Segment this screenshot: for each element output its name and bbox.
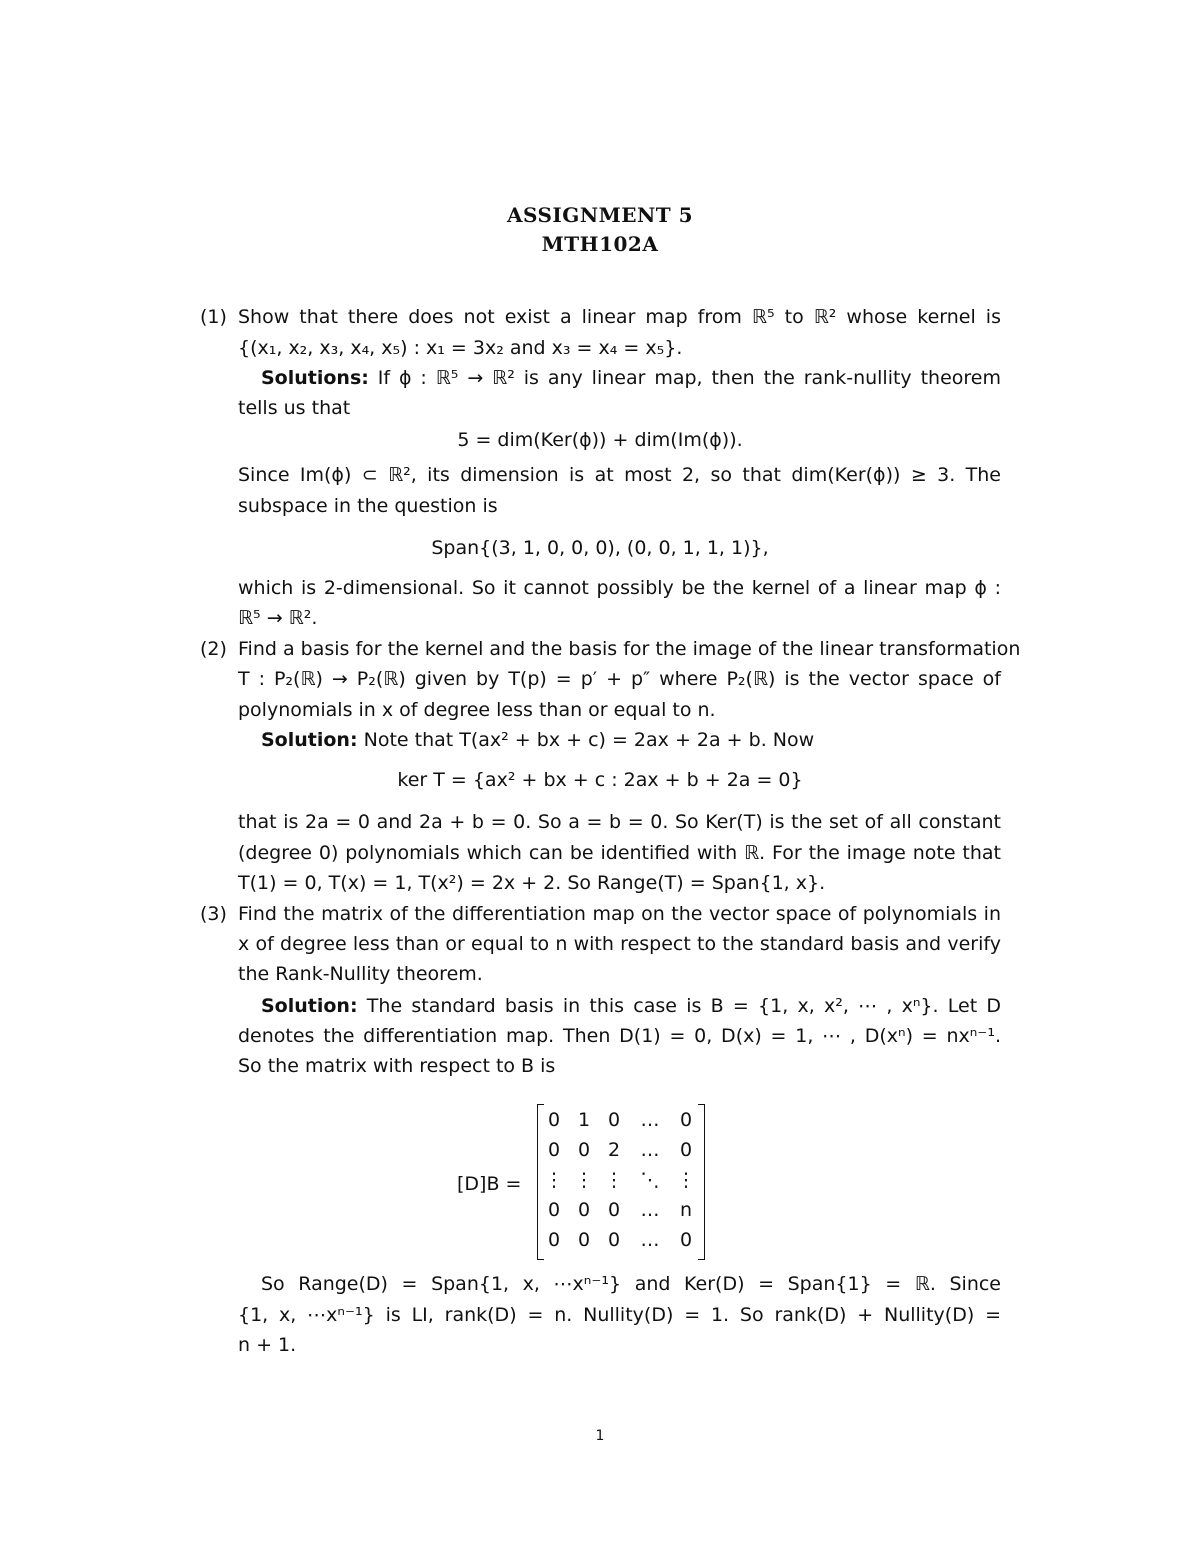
matrix-cell: …: [640, 1109, 660, 1131]
matrix-cell: n: [679, 1199, 693, 1221]
q3-number: (3): [200, 903, 227, 925]
matrix-label: [D]B =: [457, 1173, 522, 1195]
q3-solution-line: [261, 994, 1001, 1018]
q2-equation-1: ker T = {ax² + bx + c : 2ax + b + 2a = 0}: [397, 769, 803, 791]
q3-line-8: {1, x, ⋯xⁿ⁻¹} is LI, rank(D) = n. Nullity(D) = 1. So rank(D) + Nullity(D) =: [238, 1304, 1001, 1326]
q3-line-6: So the matrix with respect to B is: [238, 1055, 556, 1077]
matrix-cell: 0: [577, 1199, 591, 1221]
q3-line-1: Find the matrix of the differentiation map on the vector space of polynomials in: [238, 903, 1001, 925]
q3-line-9: n + 1.: [238, 1334, 297, 1356]
q1-solution-line: [261, 366, 1001, 390]
q2-line-6: (degree 0) polynomials which can be identified with ℝ. For the image note that: [238, 842, 1001, 864]
q3-line-2: x of degree less than or equal to n with respect to the standard basis and verify: [238, 933, 1001, 955]
matrix-cell: 0: [547, 1199, 561, 1221]
q1-number: (1): [200, 306, 227, 328]
matrix-cell: 0: [607, 1229, 621, 1251]
q1-line-8: ℝ⁵ → ℝ².: [238, 607, 318, 629]
matrix-cell: 1: [577, 1109, 591, 1131]
q1-line-3: If ϕ : ℝ⁵ → ℝ² is any linear map, then the rank-nullity theorem: [377, 367, 1001, 389]
q1-equation-2: Span{(3, 1, 0, 0, 0), (0, 0, 1, 1, 1)},: [431, 537, 769, 559]
matrix-cell: 0: [679, 1229, 693, 1251]
matrix-cell: ⋮: [544, 1169, 564, 1191]
course-code: MTH102A: [541, 232, 659, 256]
matrix-cell: 0: [607, 1109, 621, 1131]
q2-line-5: that is 2a = 0 and 2a + b = 0. So a = b = 0. So Ker(T) is the set of all constant: [238, 811, 1001, 833]
q2-solution-line: [261, 728, 814, 752]
matrix-cell: 0: [547, 1139, 561, 1161]
q3-line-3: the Rank-Nullity theorem.: [238, 963, 483, 985]
matrix-cell: 0: [547, 1109, 561, 1131]
matrix-cell: ⋮: [574, 1169, 594, 1191]
q1-equation-1: 5 = dim(Ker(ϕ)) + dim(Im(ϕ)).: [457, 429, 743, 451]
matrix-cell: 0: [679, 1139, 693, 1161]
q3-solution-label: Solution:: [261, 995, 358, 1017]
matrix-cell: …: [640, 1139, 660, 1161]
q1-line-6: subspace in the question is: [238, 495, 498, 517]
q1-solution-label: Solutions:: [261, 367, 369, 389]
q3-line-4: The standard basis in this case is B = {1, x, x², ⋯ , xⁿ}. Let D: [366, 995, 1001, 1017]
matrix-cell: 0: [577, 1229, 591, 1251]
matrix-cell: 0: [679, 1109, 693, 1131]
q1-line-7: which is 2-dimensional. So it cannot possibly be the kernel of a linear map ϕ :: [238, 577, 1001, 599]
page-number: 1: [595, 1428, 605, 1444]
q2-line-4: Note that T(ax² + bx + c) = 2ax + 2a + b. Now: [363, 729, 815, 751]
q2-line-3: polynomials in x of degree less than or equal to n.: [238, 699, 716, 721]
q2-number: (2): [200, 638, 227, 660]
q1-line-2: {(x₁, x₂, x₃, x₄, x₅) : x₁ = 3x₂ and x₃ = x₄ = x₅}.: [238, 337, 683, 359]
matrix-cell: 0: [577, 1139, 591, 1161]
matrix-cell: 2: [607, 1139, 621, 1161]
matrix-cell: 0: [607, 1199, 621, 1221]
q1-line-5: Since Im(ϕ) ⊂ ℝ², its dimension is at most 2, so that dim(Ker(ϕ)) ≥ 3. The: [238, 464, 1001, 486]
assignment-title: ASSIGNMENT 5: [506, 203, 694, 227]
differentiation-matrix: [537, 1104, 705, 1260]
matrix-cell: …: [640, 1229, 660, 1251]
q3-line-5: denotes the differentiation map. Then D(1) = 0, D(x) = 1, ⋯ , D(xⁿ) = nxⁿ⁻¹.: [238, 1025, 1001, 1047]
q1-line-1: Show that there does not exist a linear map from ℝ⁵ to ℝ² whose kernel is: [238, 306, 1001, 328]
matrix-cell: ⋱: [640, 1169, 660, 1191]
q2-line-2: T : P₂(ℝ) → P₂(ℝ) given by T(p) = p′ + p″ where P₂(ℝ) is the vector space of: [238, 668, 1001, 690]
matrix-cell: …: [640, 1199, 660, 1221]
matrix-cell: ⋮: [676, 1169, 696, 1191]
q2-solution-label: Solution:: [261, 729, 358, 751]
q2-line-1: Find a basis for the kernel and the basis for the image of the linear transformation: [238, 638, 1021, 660]
matrix-cell: ⋮: [604, 1169, 624, 1191]
q1-line-4: tells us that: [238, 397, 351, 419]
q2-line-7: T(1) = 0, T(x) = 1, T(x²) = 2x + 2. So Range(T) = Span{1, x}.: [238, 872, 826, 894]
matrix-cell: 0: [547, 1229, 561, 1251]
q3-line-7: So Range(D) = Span{1, x, ⋯xⁿ⁻¹} and Ker(D) = Span{1} = ℝ. Since: [261, 1273, 1001, 1295]
